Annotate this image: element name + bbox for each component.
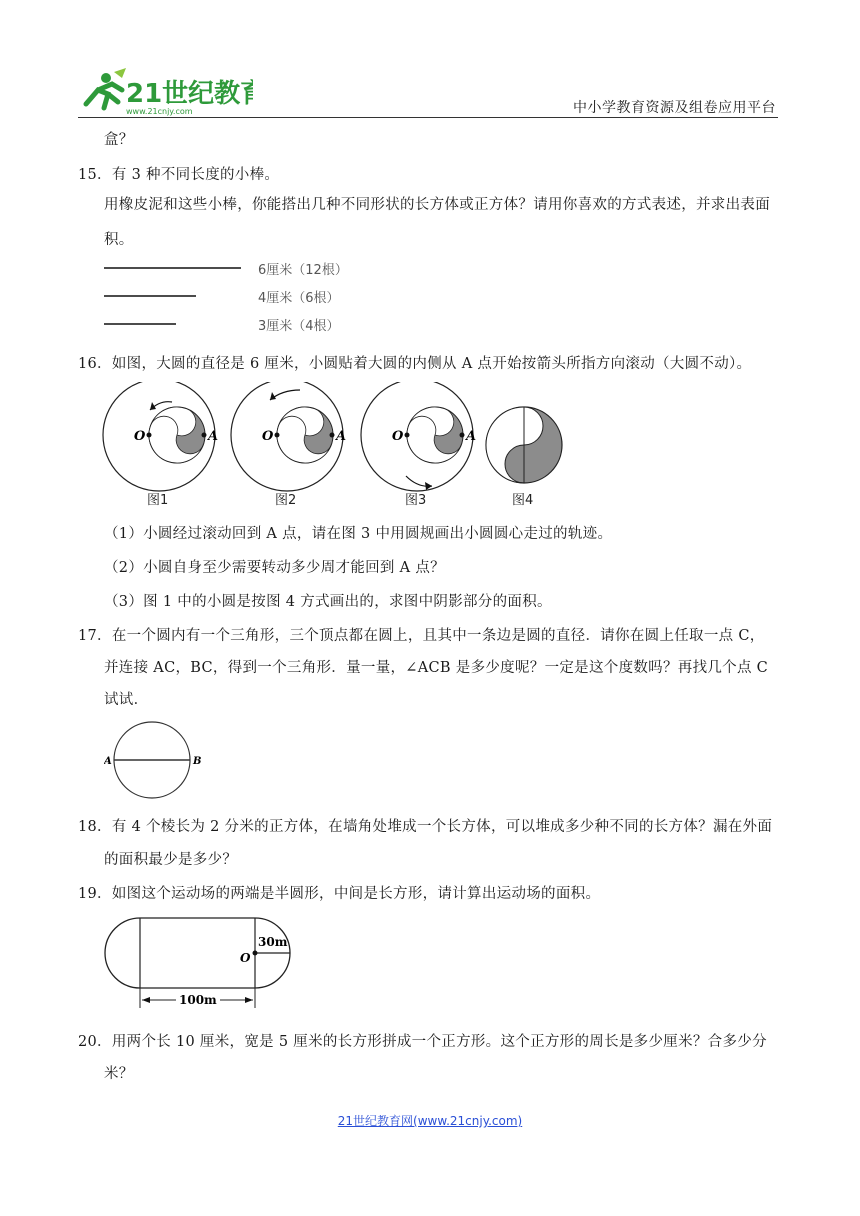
figure-4 xyxy=(486,407,562,508)
question-15-intro xyxy=(78,163,279,184)
stick-label-4cm: 4厘米（6根） xyxy=(258,291,340,306)
logo-text: 21世纪教育 xyxy=(126,79,253,109)
question-15-number: 15． xyxy=(78,167,112,183)
question-17-line-3: 试试． xyxy=(104,692,149,708)
question-20-text: 用两个长 10 厘米，宽是 5 厘米的长方形拼成一个正方形。这个正方形的周长是多少厘米？合多少分 xyxy=(111,1034,767,1050)
question-15-line-3: 积。 xyxy=(104,232,134,248)
caption-figure-1: 图1 xyxy=(147,493,169,508)
question-15-text: 有 3 种不同长度的小棒。 xyxy=(111,167,280,183)
question-20-number: 20． xyxy=(78,1034,112,1050)
label-a: A xyxy=(336,429,347,444)
caption-figure-4: 图4 xyxy=(512,493,534,508)
label-o: O xyxy=(134,429,146,444)
arrow-left-icon xyxy=(142,997,150,1003)
stick-label-3cm: 3厘米（4根） xyxy=(258,319,340,334)
footer xyxy=(0,1112,860,1129)
question-16-text: 如图，大圆的直径是 6 厘米，小圆贴着大圆的内侧从 A 点开始按箭头所指方向滚动（大圆不动）。 xyxy=(111,356,752,372)
question-17-text: 在一个圆内有一个三角形，三个顶点都在圆上，且其中一条边是圆的直径．请你在圆上任取一点 C， xyxy=(111,628,765,644)
sticks-figure xyxy=(104,258,364,338)
center-label: O xyxy=(240,951,251,965)
point-a xyxy=(202,433,207,438)
question-18-intro xyxy=(78,815,772,836)
question-18-text: 有 4 个棱长为 2 分米的正方体，在墙角处堆成一个长方体，可以堆成多少种不同的长方体？漏在外面 xyxy=(111,819,773,835)
stick-label-6cm: 6厘米（12根） xyxy=(258,263,348,278)
label-o: O xyxy=(262,429,274,444)
diameter-circle-figure xyxy=(104,718,204,802)
question-16-part-2: （2）小圆自身至少需要转动多少周才能回到 A 点？ xyxy=(104,560,445,576)
question-18-number: 18． xyxy=(78,819,112,835)
question-14-tail: 盒？ xyxy=(104,132,134,148)
logo-subtext: www.21cnjy.com xyxy=(126,107,193,116)
question-17-number: 17． xyxy=(78,628,112,644)
figure-3 xyxy=(361,382,476,508)
footer-link[interactable]: 21世纪教育网(www.21cnjy.com) xyxy=(337,1114,523,1128)
header-platform-name: 中小学教育资源及组卷应用平台 xyxy=(573,100,776,116)
question-17-intro xyxy=(78,624,765,645)
question-16-part-3: （3）图 1 中的小圆是按图 4 方式画出的，求图中阴影部分的面积。 xyxy=(104,594,552,610)
rolling-circles-figure xyxy=(100,382,570,512)
question-19-text: 如图这个运动场的两端是半圆形，中间是长方形，请计算出运动场的面积。 xyxy=(111,886,601,902)
caption-figure-2: 图2 xyxy=(275,493,297,508)
caption-figure-3: 图3 xyxy=(405,493,427,508)
radius-label: 30m xyxy=(258,935,288,949)
question-19-intro xyxy=(78,882,600,903)
question-16-number: 16． xyxy=(78,356,112,372)
header-divider xyxy=(78,117,778,118)
question-20-line-2: 米？ xyxy=(104,1066,134,1082)
question-20-intro xyxy=(78,1030,767,1051)
question-18-line-2: 的面积最少是多少？ xyxy=(104,852,238,868)
point-o xyxy=(147,433,152,438)
figure-2 xyxy=(231,382,346,508)
question-15-line-2: 用橡皮泥和这些小棒，你能搭出几种不同形状的长方体或正方体？请用你喜欢的方式表述，并求出表面 xyxy=(104,197,770,213)
question-16-intro xyxy=(78,352,751,373)
label-a: A xyxy=(466,429,477,444)
label-a: A xyxy=(208,429,219,444)
label-b: B xyxy=(193,756,202,767)
arrow-right-icon xyxy=(245,997,253,1003)
question-17-line-2: 并连接 AC，BC，得到一个三角形．量一量，∠ACB 是多少度呢？一定是这个度数吗？再找几个点 C xyxy=(104,660,769,676)
question-19-number: 19． xyxy=(78,886,112,902)
figure-1 xyxy=(103,382,218,508)
runner-icon xyxy=(86,68,126,108)
site-logo xyxy=(78,68,253,118)
running-track-figure xyxy=(100,914,310,1010)
label-a: A xyxy=(104,756,112,767)
question-16-part-1: （1）小圆经过滚动回到 A 点，请在图 3 中用圆规画出小圆圆心走过的轨迹。 xyxy=(104,526,613,542)
length-label: 100m xyxy=(179,993,217,1007)
label-o: O xyxy=(392,429,404,444)
